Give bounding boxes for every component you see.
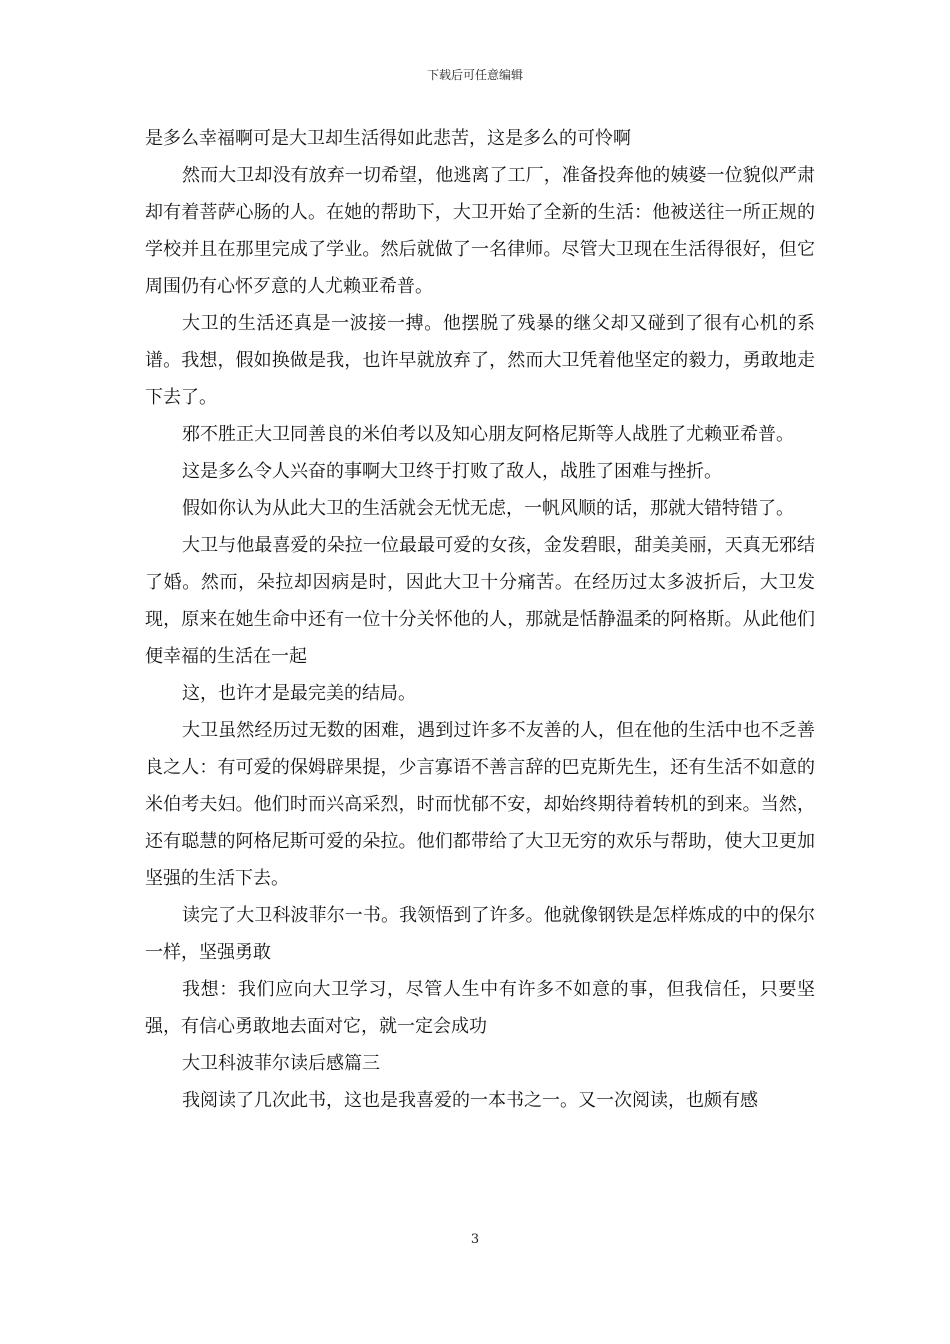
page-number: 3 bbox=[470, 1232, 480, 1247]
section-heading: 大卫科波菲尔读后感篇三 bbox=[182, 1053, 380, 1074]
paragraph-1: 是多么幸福啊可是大卫却生活得如此悲苦，这是多么的可怜啊 bbox=[145, 128, 631, 149]
paragraph-13: 我阅读了几次此书，这也是我喜爱的一本书之一。又一次阅读，也颇有感 bbox=[182, 1090, 758, 1111]
paragraph-9: 大卫虽然经历过无数的困难，遇到过许多不友善的人，但在他的生活中也不乏善良之人：有可爱的保姆辟果提，少言寡语不善言辞的巴克斯先生，还有生活不如意的米伯考夫妇。他们时而兴高采烈，时而忧郁不安，却始终期待着转机的到来。当然，还有聪慧的阿格尼斯可爱的朵拉。他们都带给了大卫无穷的欢乐与帮助，使大卫更加坚强的生活下去。 bbox=[145, 720, 815, 889]
paragraph-4: 邪不胜正大卫同善良的米伯考以及知心朋友阿格尼斯等人战胜了尤赖亚希普。 bbox=[182, 424, 794, 445]
body-text bbox=[145, 120, 815, 1119]
paragraph-10: 读完了大卫科波菲尔一书。我领悟到了许多。他就像钢铁是怎样炼成的中的保尔一样，坚强勇敢 bbox=[145, 905, 815, 963]
paragraph-3: 大卫的生活还真是一波接一搏。他摆脱了残暴的继父却又碰到了很有心机的系谱。我想，假如换做是我，也许早就放弃了，然而大卫凭着他坚定的毅力，勇敢地走下去了。 bbox=[145, 313, 815, 408]
paragraph-6: 假如你认为从此大卫的生活就会无忧无虑，一帆风顺的话，那就大错特错了。 bbox=[182, 498, 794, 519]
paragraph-2: 然而大卫却没有放弃一切希望，他逃离了工厂，准备投奔他的姨婆一位貌似严肃却有着菩萨心肠的人。在她的帮助下，大卫开始了全新的生活：他被送往一所正规的学校并且在那里完成了学业。然后就做了一名律师。尽管大卫现在生活得很好，但它周围仍有心怀歹意的人尤赖亚希普。 bbox=[145, 165, 815, 297]
paragraph-8: 这，也许才是最完美的结局。 bbox=[182, 683, 416, 704]
paragraph-5: 这是多么令人兴奋的事啊大卫终于打败了敌人，战胜了困难与挫折。 bbox=[182, 461, 722, 482]
paragraph-11: 我想：我们应向大卫学习，尽管人生中有许多不如意的事，但我信任，只要坚强，有信心勇敢地去面对它，就一定会成功 bbox=[145, 979, 815, 1037]
page-header: 下载后可任意编辑 bbox=[426, 68, 523, 82]
paragraph-7: 大卫与他最喜爱的朵拉一位最最可爱的女孩，金发碧眼，甜美美丽，天真无邪结了婚。然而，朵拉却因病是时，因此大卫十分痛苦。在经历过太多波折后，大卫发现，原来在她生命中还有一位十分关怀他的人，那就是恬静温柔的阿格斯。从此他们便幸福的生活在一起 bbox=[145, 535, 815, 667]
